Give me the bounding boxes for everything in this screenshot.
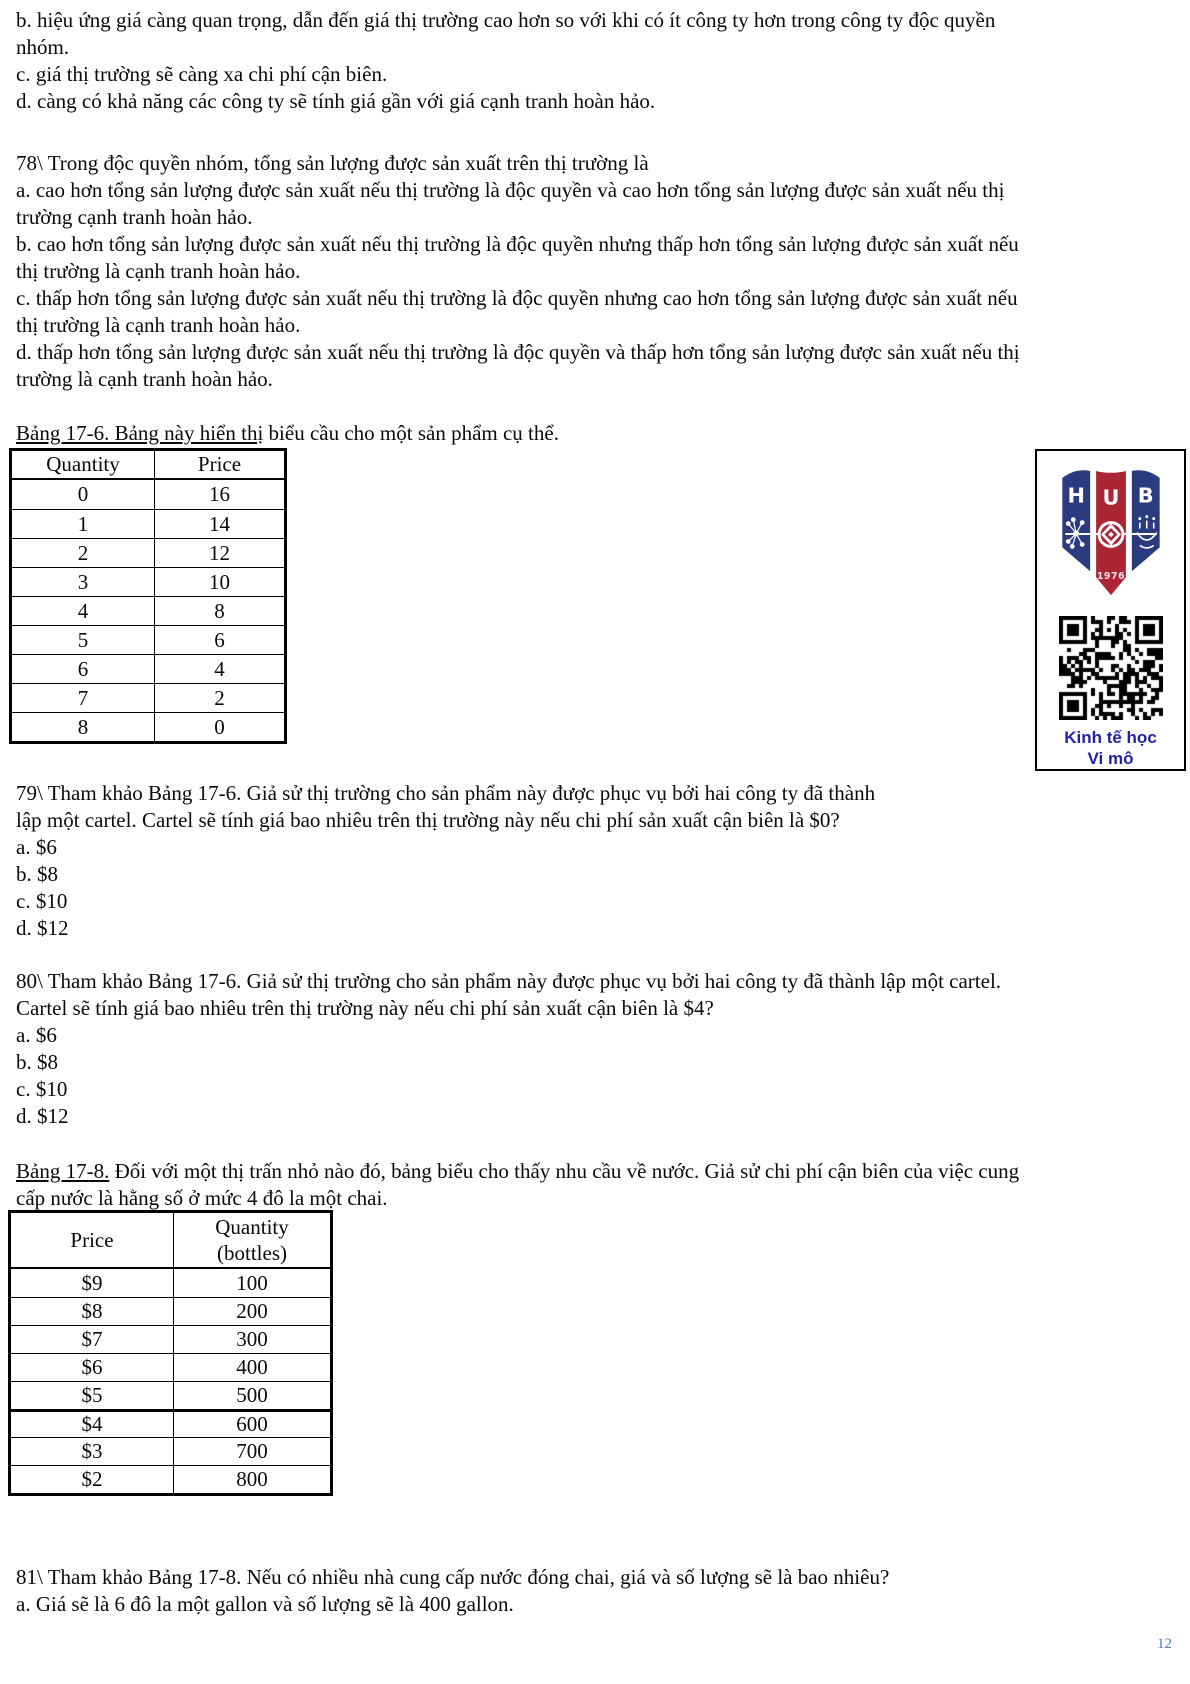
table-row: [12, 683, 284, 712]
table-cell: $4: [11, 1412, 174, 1437]
logo-year: 1976: [1096, 571, 1125, 583]
table-row: [12, 538, 284, 567]
logo-caption: [1064, 727, 1157, 769]
text-line: b. hiệu ứng giá càng quan trọng, dẫn đến giá thị trường cao hơn so với khi có ít công ty hơn trong công ty độc quyền: [16, 8, 996, 32]
table-cell: 0: [12, 480, 155, 509]
table-cell: 800: [236, 1467, 268, 1491]
table-cell: 6: [12, 655, 155, 683]
text-line: lập một cartel. Cartel sẽ tính giá bao nhiêu trên thị trường này nếu chi phí sản xuất cận biên là $0?: [16, 808, 840, 832]
text-line: 80\ Tham khảo Bảng 17-6. Giả sử thị trường cho sản phẩm này được phục vụ bởi hai công ty đã thành lập một cartel.: [16, 969, 1002, 993]
caption-line: [16, 420, 559, 447]
text-line: d. $12: [16, 916, 69, 940]
table-cell: 700: [236, 1439, 268, 1463]
logo-caption-line2: Vi mô: [1087, 749, 1134, 768]
text-line: c. giá thị trường sẽ càng xa chi phí cận biên.: [16, 62, 388, 86]
logo-letter-b: B: [1137, 483, 1154, 508]
logo-letter-u: U: [1102, 485, 1119, 510]
text-line: nhóm.: [16, 35, 70, 59]
table-cell: 500: [236, 1383, 268, 1407]
table-cell: 600: [236, 1412, 268, 1436]
text-line: 81\ Tham khảo Bảng 17-8. Nếu có nhiều nhà cung cấp nước đóng chai, giá và số lượng sẽ là bao nhiêu?: [16, 1565, 890, 1589]
table-row: [12, 625, 284, 654]
text-line: 79\ Tham khảo Bảng 17-6. Giả sử thị trường cho sản phẩm này được phục vụ bởi hai công ty đã thành: [16, 781, 876, 805]
text-line: b. $8: [16, 862, 58, 886]
hub-shield-logo: [1059, 462, 1163, 611]
caption-line: [16, 1158, 1019, 1185]
text-line: thị trường là cạnh tranh hoàn hảo.: [16, 259, 301, 283]
text-line: c. $10: [16, 889, 68, 913]
text-line: trường cạnh tranh hoàn hảo.: [16, 205, 253, 229]
table-header-cell: Price: [11, 1213, 174, 1267]
table-cell: 7: [12, 684, 155, 712]
text-line: thị trường là cạnh tranh hoàn hảo.: [16, 313, 301, 337]
table-17-8-caption: [16, 1158, 1019, 1212]
text-line: a. $6: [16, 1023, 57, 1047]
table-cell: $5: [11, 1382, 174, 1409]
table-row: [12, 712, 284, 741]
text-line: trường là cạnh tranh hoàn hảo.: [16, 367, 273, 391]
question-80: [16, 968, 1001, 1130]
table-cell: 0: [214, 714, 225, 739]
logo-letter-h: H: [1066, 483, 1085, 508]
table-cell: 8: [214, 598, 225, 623]
table-header-cell: Quantity: [12, 451, 155, 478]
qr-code: [1059, 616, 1163, 720]
header-subline: (bottles): [217, 1241, 287, 1265]
demand-table-17-6: [9, 448, 287, 744]
table-row: [11, 1465, 330, 1493]
text-line: a. $6: [16, 835, 57, 859]
text-line: c. thấp hơn tổng sản lượng được sản xuất nếu thị trường là độc quyền nhưng cao hơn tổng sản lượng được sản xuất nếu: [16, 286, 1018, 310]
table-cell: 3: [12, 568, 155, 596]
caption-lead: Bảng 17-6. Bảng này hiển thị: [16, 421, 264, 445]
table-header-row: [11, 1213, 330, 1269]
table-cell: 4: [12, 597, 155, 625]
table-header-cell: Price: [197, 452, 242, 476]
header-line: Quantity: [215, 1215, 289, 1239]
table-cell: 2: [12, 539, 155, 567]
logo-caption-line1: Kinh tế học: [1064, 728, 1157, 747]
text-line: b. cao hơn tổng sản lượng được sản xuất nếu thị trường là độc quyền nhưng thấp hơn tổng sản lượng được sản xuất nếu: [16, 232, 1019, 256]
text-line: b. $8: [16, 1050, 58, 1074]
table-cell: 4: [214, 656, 225, 681]
table-cell: $8: [11, 1298, 174, 1325]
table-row: [12, 509, 284, 538]
table-cell: 400: [236, 1355, 268, 1379]
table-header-cell: [174, 1213, 330, 1267]
table-row: [12, 480, 284, 509]
page-number: 12: [1157, 1636, 1172, 1652]
question-79: [16, 780, 875, 942]
table-row: [11, 1381, 330, 1409]
table-cell: 8: [12, 713, 155, 741]
caption-rest: Đối với một thị trấn nhỏ nào đó, bảng biểu cho thấy nhu cầu về nước. Giả sử chi phí cận biên của việc cung: [109, 1159, 1020, 1183]
table-cell: 6: [214, 627, 225, 652]
table-header-row: [12, 451, 284, 480]
text-line: 78\ Trong độc quyền nhóm, tổng sản lượng được sản xuất trên thị trường là: [16, 151, 649, 175]
table-row: [11, 1353, 330, 1381]
question-78: [16, 150, 1020, 393]
table-row: [11, 1409, 330, 1437]
text-line: Cartel sẽ tính giá bao nhiêu trên thị trường này nếu chi phí sản xuất cận biên là $4?: [16, 996, 714, 1020]
table-cell: $9: [11, 1269, 174, 1297]
table-cell: 2: [214, 685, 225, 710]
caption-lead: Bảng 17-8.: [16, 1159, 110, 1183]
table-cell: 100: [236, 1270, 268, 1295]
table-row: [11, 1297, 330, 1325]
table-cell: 1: [12, 510, 155, 538]
caption-rest: biểu cầu cho một sản phẩm cụ thể.: [263, 421, 559, 445]
table-row: [12, 567, 284, 596]
table-cell: $7: [11, 1326, 174, 1353]
table-cell: $3: [11, 1438, 174, 1465]
text-line: d. càng có khả năng các công ty sẽ tính giá gần với giá cạnh tranh hoàn hảo.: [16, 89, 656, 113]
table-cell: 12: [209, 540, 230, 565]
table-row: [11, 1437, 330, 1465]
caption-line: cấp nước là hằng số ở mức 4 đô la một chai.: [16, 1186, 388, 1210]
text-line: d. thấp hơn tổng sản lượng được sản xuất nếu thị trường là độc quyền và thấp hơn tổng sản lượng được sản xuất nếu thị: [16, 340, 1020, 364]
table-row: [12, 654, 284, 683]
table-row: [11, 1269, 330, 1297]
table-cell: 200: [236, 1299, 268, 1323]
table-cell: $2: [11, 1466, 174, 1493]
table-cell: $6: [11, 1354, 174, 1381]
hub-logo-box: [1035, 449, 1186, 771]
table-cell: 16: [209, 482, 230, 506]
table-row: [11, 1325, 330, 1353]
question-81: [16, 1564, 889, 1618]
prev-question-options: [16, 7, 995, 115]
water-demand-table-17-8: [8, 1210, 333, 1496]
table-cell: 10: [209, 569, 230, 594]
text-line: c. $10: [16, 1077, 68, 1101]
text-line: d. $12: [16, 1104, 69, 1128]
table-cell: 5: [12, 626, 155, 654]
table-row: [12, 596, 284, 625]
table-17-6-caption: [16, 420, 559, 447]
text-line: a. cao hơn tổng sản lượng được sản xuất nếu thị trường là độc quyền và cao hơn tổng sản lượng được sản xuất nếu thị: [16, 178, 1005, 202]
text-line: a. Giá sẽ là 6 đô la một gallon và số lượng sẽ là 400 gallon.: [16, 1592, 514, 1616]
table-cell: 300: [236, 1327, 268, 1351]
table-cell: 14: [209, 511, 230, 536]
